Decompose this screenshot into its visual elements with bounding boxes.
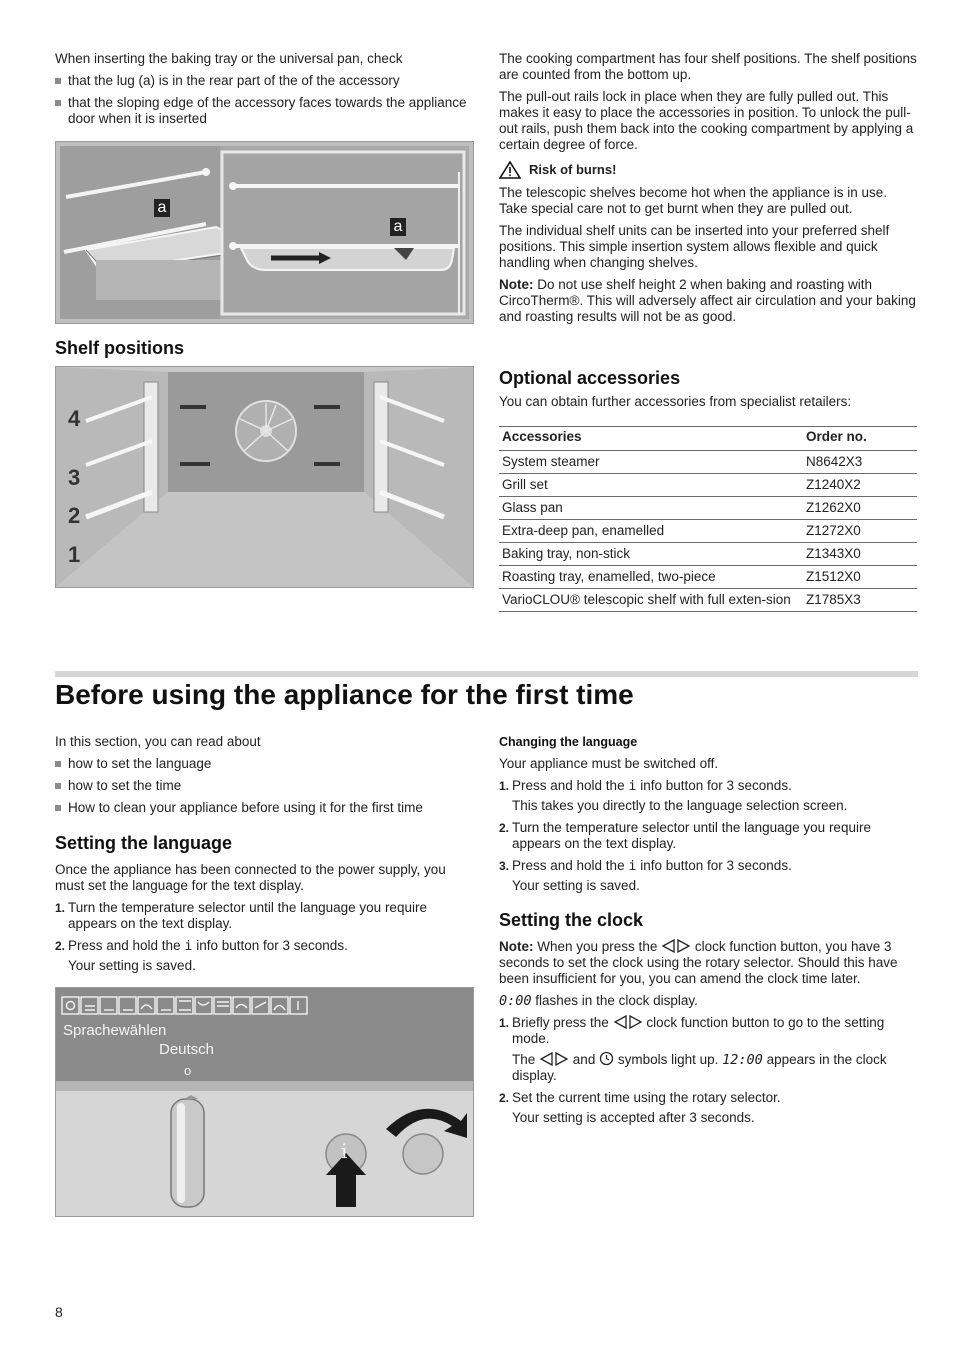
accessory-name: Glass pan <box>499 497 803 520</box>
table-row <box>499 474 917 497</box>
clock-digits-display: 12:00 <box>722 1052 763 1068</box>
label-a-callout: a <box>154 199 170 217</box>
table-row <box>499 543 917 566</box>
result-text: and <box>572 1052 596 1067</box>
table-row <box>499 566 917 589</box>
optional-accessories-heading: Optional accessories <box>499 368 681 388</box>
clock-function-icon <box>539 1052 569 1066</box>
setting-clock-heading: Setting the clock <box>499 910 644 930</box>
step-result: Your setting is saved. <box>68 958 196 973</box>
section-intro <box>55 734 473 816</box>
clock-icon <box>599 1051 614 1066</box>
order-number: Z1240X2 <box>803 474 917 497</box>
heating-mode-icons <box>61 996 321 1016</box>
page-number: 8 <box>55 1304 63 1320</box>
info-button-icon: i <box>341 1139 348 1163</box>
control-panel-figure <box>55 987 474 1217</box>
step-item <box>55 900 473 932</box>
step-text-post: info button for 3 seconds. <box>192 938 348 953</box>
list-item: that the lug (a) is in the rear part of the of the accessory <box>55 73 473 89</box>
step-item <box>499 1015 917 1084</box>
accessory-name: System steamer <box>499 451 803 474</box>
note-label: Note: <box>499 277 534 292</box>
section-divider <box>55 671 918 677</box>
accessory-name: VarioCLOU® telescopic shelf with full exten-sion <box>499 589 803 612</box>
shelf-number-3: 3 <box>68 465 81 490</box>
setting-clock-body <box>499 939 917 1126</box>
shelf-number-2: 2 <box>68 503 81 528</box>
list-item: How to clean your appliance before using it for the first time <box>55 800 473 816</box>
accessories-intro: You can obtain further accessories from specialist retailers: <box>499 394 852 409</box>
paragraph: The cooking compartment has four shelf positions. The shelf positions are counted from the bottom up. <box>499 51 917 82</box>
note-paragraph <box>499 277 917 325</box>
setting-language-body <box>55 862 473 974</box>
result-text: symbols light up. <box>617 1052 719 1067</box>
paragraph: Once the appliance has been connected to the power supply, you must set the language for the text display. <box>55 862 446 893</box>
order-number: Z1785X3 <box>803 589 917 612</box>
column-header-accessories: Accessories <box>499 427 803 451</box>
order-number: Z1343X0 <box>803 543 917 566</box>
step-text-pre: Briefly press the <box>512 1015 609 1030</box>
step-text: Turn the temperature selector until the language you require appears on the text display. <box>512 820 871 851</box>
table-row <box>499 451 917 474</box>
step-text: Set the current time using the rotary selector. <box>512 1090 781 1105</box>
paragraph: Your appliance must be switched off. <box>499 756 719 771</box>
display-language-value: Deutsch <box>159 1041 215 1058</box>
insertion-instructions <box>55 51 473 127</box>
result-text: The <box>512 1052 536 1067</box>
note-paragraph <box>499 939 917 987</box>
display-indicator-dot: o <box>184 1063 192 1078</box>
warning-triangle-icon <box>499 161 521 179</box>
order-number: N8642X3 <box>803 451 917 474</box>
step-number: 2. <box>55 939 66 953</box>
shelf-number-1: 1 <box>68 542 81 567</box>
flash-text: flashes in the clock display. <box>535 993 698 1008</box>
step-result: Your setting is saved. <box>512 878 640 893</box>
table-row <box>499 520 917 543</box>
accessory-name: Grill set <box>499 474 803 497</box>
warning-heading <box>499 161 917 179</box>
flash-line <box>499 993 917 1009</box>
step-text-post: clock function button to go to the setting mode. <box>512 1015 885 1046</box>
info-icon: i <box>628 778 637 794</box>
display-language-prompt: Sprachewählen <box>63 1022 167 1039</box>
shelf-number-4: 4 <box>68 406 81 431</box>
intro-text: When inserting the baking tray or the universal pan, check <box>55 51 403 66</box>
note-text: Do not use shelf height 2 when baking and roasting with CircoTherm®. This will adversely affect air circulation and your baking and roasting results will not be as good. <box>499 277 916 324</box>
step-number: 2. <box>499 821 510 835</box>
step-text-post: info button for 3 seconds. <box>636 858 792 873</box>
order-number: Z1512X0 <box>803 566 917 589</box>
step-item <box>499 820 917 852</box>
clock-digits-flashing: 0:00 <box>499 993 532 1009</box>
accessories-table <box>499 426 917 612</box>
order-number: Z1262X0 <box>803 497 917 520</box>
warning-title: Risk of burns! <box>529 162 617 177</box>
step-item <box>499 858 917 894</box>
step-text-pre: Press and hold the <box>68 938 185 953</box>
table-row <box>499 497 917 520</box>
note-label: Note: <box>499 939 534 954</box>
paragraph: The individual shelf units can be inserted into your preferred shelf positions. This simple insertion system allows flexible and quick handling when changing shelves. <box>499 223 890 270</box>
column-header-order-no: Order no. <box>803 427 917 451</box>
step-text-post: info button for 3 seconds. <box>636 778 792 793</box>
info-icon: i <box>628 858 637 874</box>
table-row <box>499 589 917 612</box>
section-title: Before using the appliance for the first time <box>55 679 634 710</box>
accessory-name: Roasting tray, enamelled, two-piece <box>499 566 803 589</box>
result-text: appears in the clock display. <box>512 1052 887 1083</box>
step-number: 1. <box>499 1016 510 1030</box>
step-item <box>499 778 917 814</box>
setting-language-heading: Setting the language <box>55 833 233 853</box>
table-header-row <box>499 427 917 451</box>
step-item <box>55 938 473 974</box>
control-panel-illustration <box>56 1091 473 1216</box>
intro-text: In this section, you can read about <box>55 734 261 749</box>
accessory-name: Extra-deep pan, enamelled <box>499 520 803 543</box>
tray-insertion-figure <box>55 141 474 324</box>
shelf-positions-figure <box>55 366 474 588</box>
paragraph: The pull-out rails lock in place when they are fully pulled out. This makes it easy to place the accessories in position. To unlock the pull-out rails, push them back into the cooking compartment by applying a certain degree of force. <box>499 89 914 152</box>
step-number: 2. <box>499 1091 510 1105</box>
shelf-info-column <box>499 51 917 325</box>
oven-interior-illustration <box>56 367 473 587</box>
note-text-post: clock function button, you have 3 seconds to set the clock using the rotary selector. Should this have been insufficient for you, you can amend the clock time later. <box>499 939 898 986</box>
tray-insertion-illustration <box>56 142 473 323</box>
step-text-pre: Press and hold the <box>512 778 629 793</box>
step-text: Turn the temperature selector until the language you require appears on the text display. <box>68 900 427 931</box>
note-text-pre: When you press the <box>537 939 658 954</box>
display-bezel <box>56 1081 473 1091</box>
changing-language-heading: Changing the language <box>499 735 638 749</box>
shelf-positions-heading: Shelf positions <box>55 338 185 358</box>
step-result <box>512 1051 917 1084</box>
changing-language-block <box>499 734 917 894</box>
step-number: 3. <box>499 859 510 873</box>
accessory-name: Baking tray, non-stick <box>499 543 803 566</box>
step-result: Your setting is accepted after 3 seconds. <box>512 1110 755 1125</box>
list-item: how to set the time <box>55 778 473 794</box>
step-result: This takes you directly to the language selection screen. <box>512 798 848 813</box>
clock-function-icon <box>661 939 691 953</box>
list-item: that the sloping edge of the accessory faces towards the appliance door when it is inserted <box>55 95 473 127</box>
list-item: how to set the language <box>55 756 473 772</box>
accessories-table-wrapper <box>499 426 917 612</box>
order-number: Z1272X0 <box>803 520 917 543</box>
info-icon: i <box>184 938 193 954</box>
clock-function-icon <box>613 1015 643 1029</box>
step-number: 1. <box>499 779 510 793</box>
step-text-pre: Press and hold the <box>512 858 629 873</box>
step-item <box>499 1090 917 1126</box>
label-a-callout: a <box>390 218 406 236</box>
paragraph: The telescopic shelves become hot when the appliance is in use. Take special care not to get burnt when they are pulled out. <box>499 185 887 216</box>
step-number: 1. <box>55 901 66 915</box>
